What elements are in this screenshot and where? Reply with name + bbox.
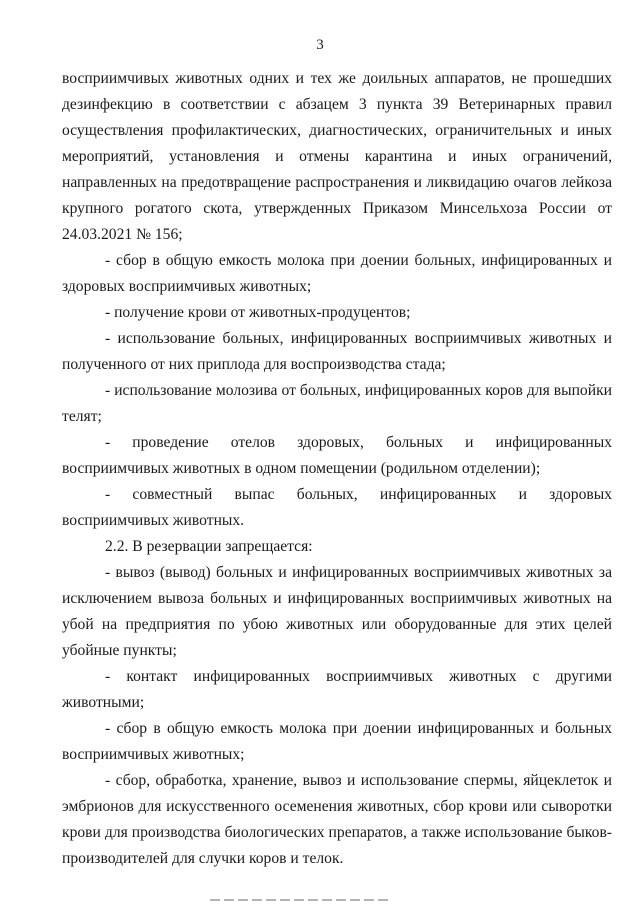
- paragraph: - использование молозива от больных, инфицированных коров для выпойки телят;: [62, 382, 612, 425]
- paragraph: - сбор, обработка, хранение, вывоз и использование спермы, яйцеклеток и эмбрионов для искусственного осеменения животных, сбор крови или сыворотки крови для производства биологических препаратов, а также использование быков-производителей для случки коров и телок.: [62, 772, 612, 867]
- paragraph: - вывоз (вывод) больных и инфицированных восприимчивых животных за исключением вывоза больных и инфицированных восприимчивых животных на убой на предприятия по убою животных или оборудованные для этих целей убойные пункты;: [62, 564, 612, 659]
- paragraph: - контакт инфицированных восприимчивых животных с другими животными;: [62, 668, 612, 711]
- paragraph: - сбор в общую емкость молока при доении больных, инфицированных и здоровых восприимчивых животных;: [62, 252, 612, 295]
- page-number: 3: [316, 37, 324, 53]
- paragraph: - проведение отелов здоровых, больных и инфицированных восприимчивых животных в одном помещении (родильном отделении);: [62, 434, 612, 477]
- scan-artifact: [210, 899, 390, 901]
- paragraph: - использование больных, инфицированных восприимчивых животных и полученного от них приплода для воспроизводства стада;: [62, 330, 612, 373]
- paragraph: - получение крови от животных-продуцентов;: [105, 304, 411, 321]
- section-heading: 2.2. В резервации запрещается:: [105, 538, 313, 555]
- paragraph: - сбор в общую емкость молока при доении инфицированных и больных восприимчивых животных;: [62, 720, 612, 763]
- paragraph: - совместный выпас больных, инфицированных и здоровых восприимчивых животных.: [62, 486, 612, 529]
- document-body: [62, 66, 612, 872]
- paragraph: восприимчивых животных одних и тех же доильных аппаратов, не прошедших дезинфекцию в соответствии с абзацем 3 пункта 39 Ветеринарных правил осуществления профилактических, диагностических, ограничительных и иных мероприятий, установления и отмены карантина и иных ограничений, направленных на предотвращение распространения и ликвидацию очагов лейкоза крупного рогатого скота, утвержденных Приказом Минсельхоза России от 24.03.2021 № 156;: [62, 70, 612, 243]
